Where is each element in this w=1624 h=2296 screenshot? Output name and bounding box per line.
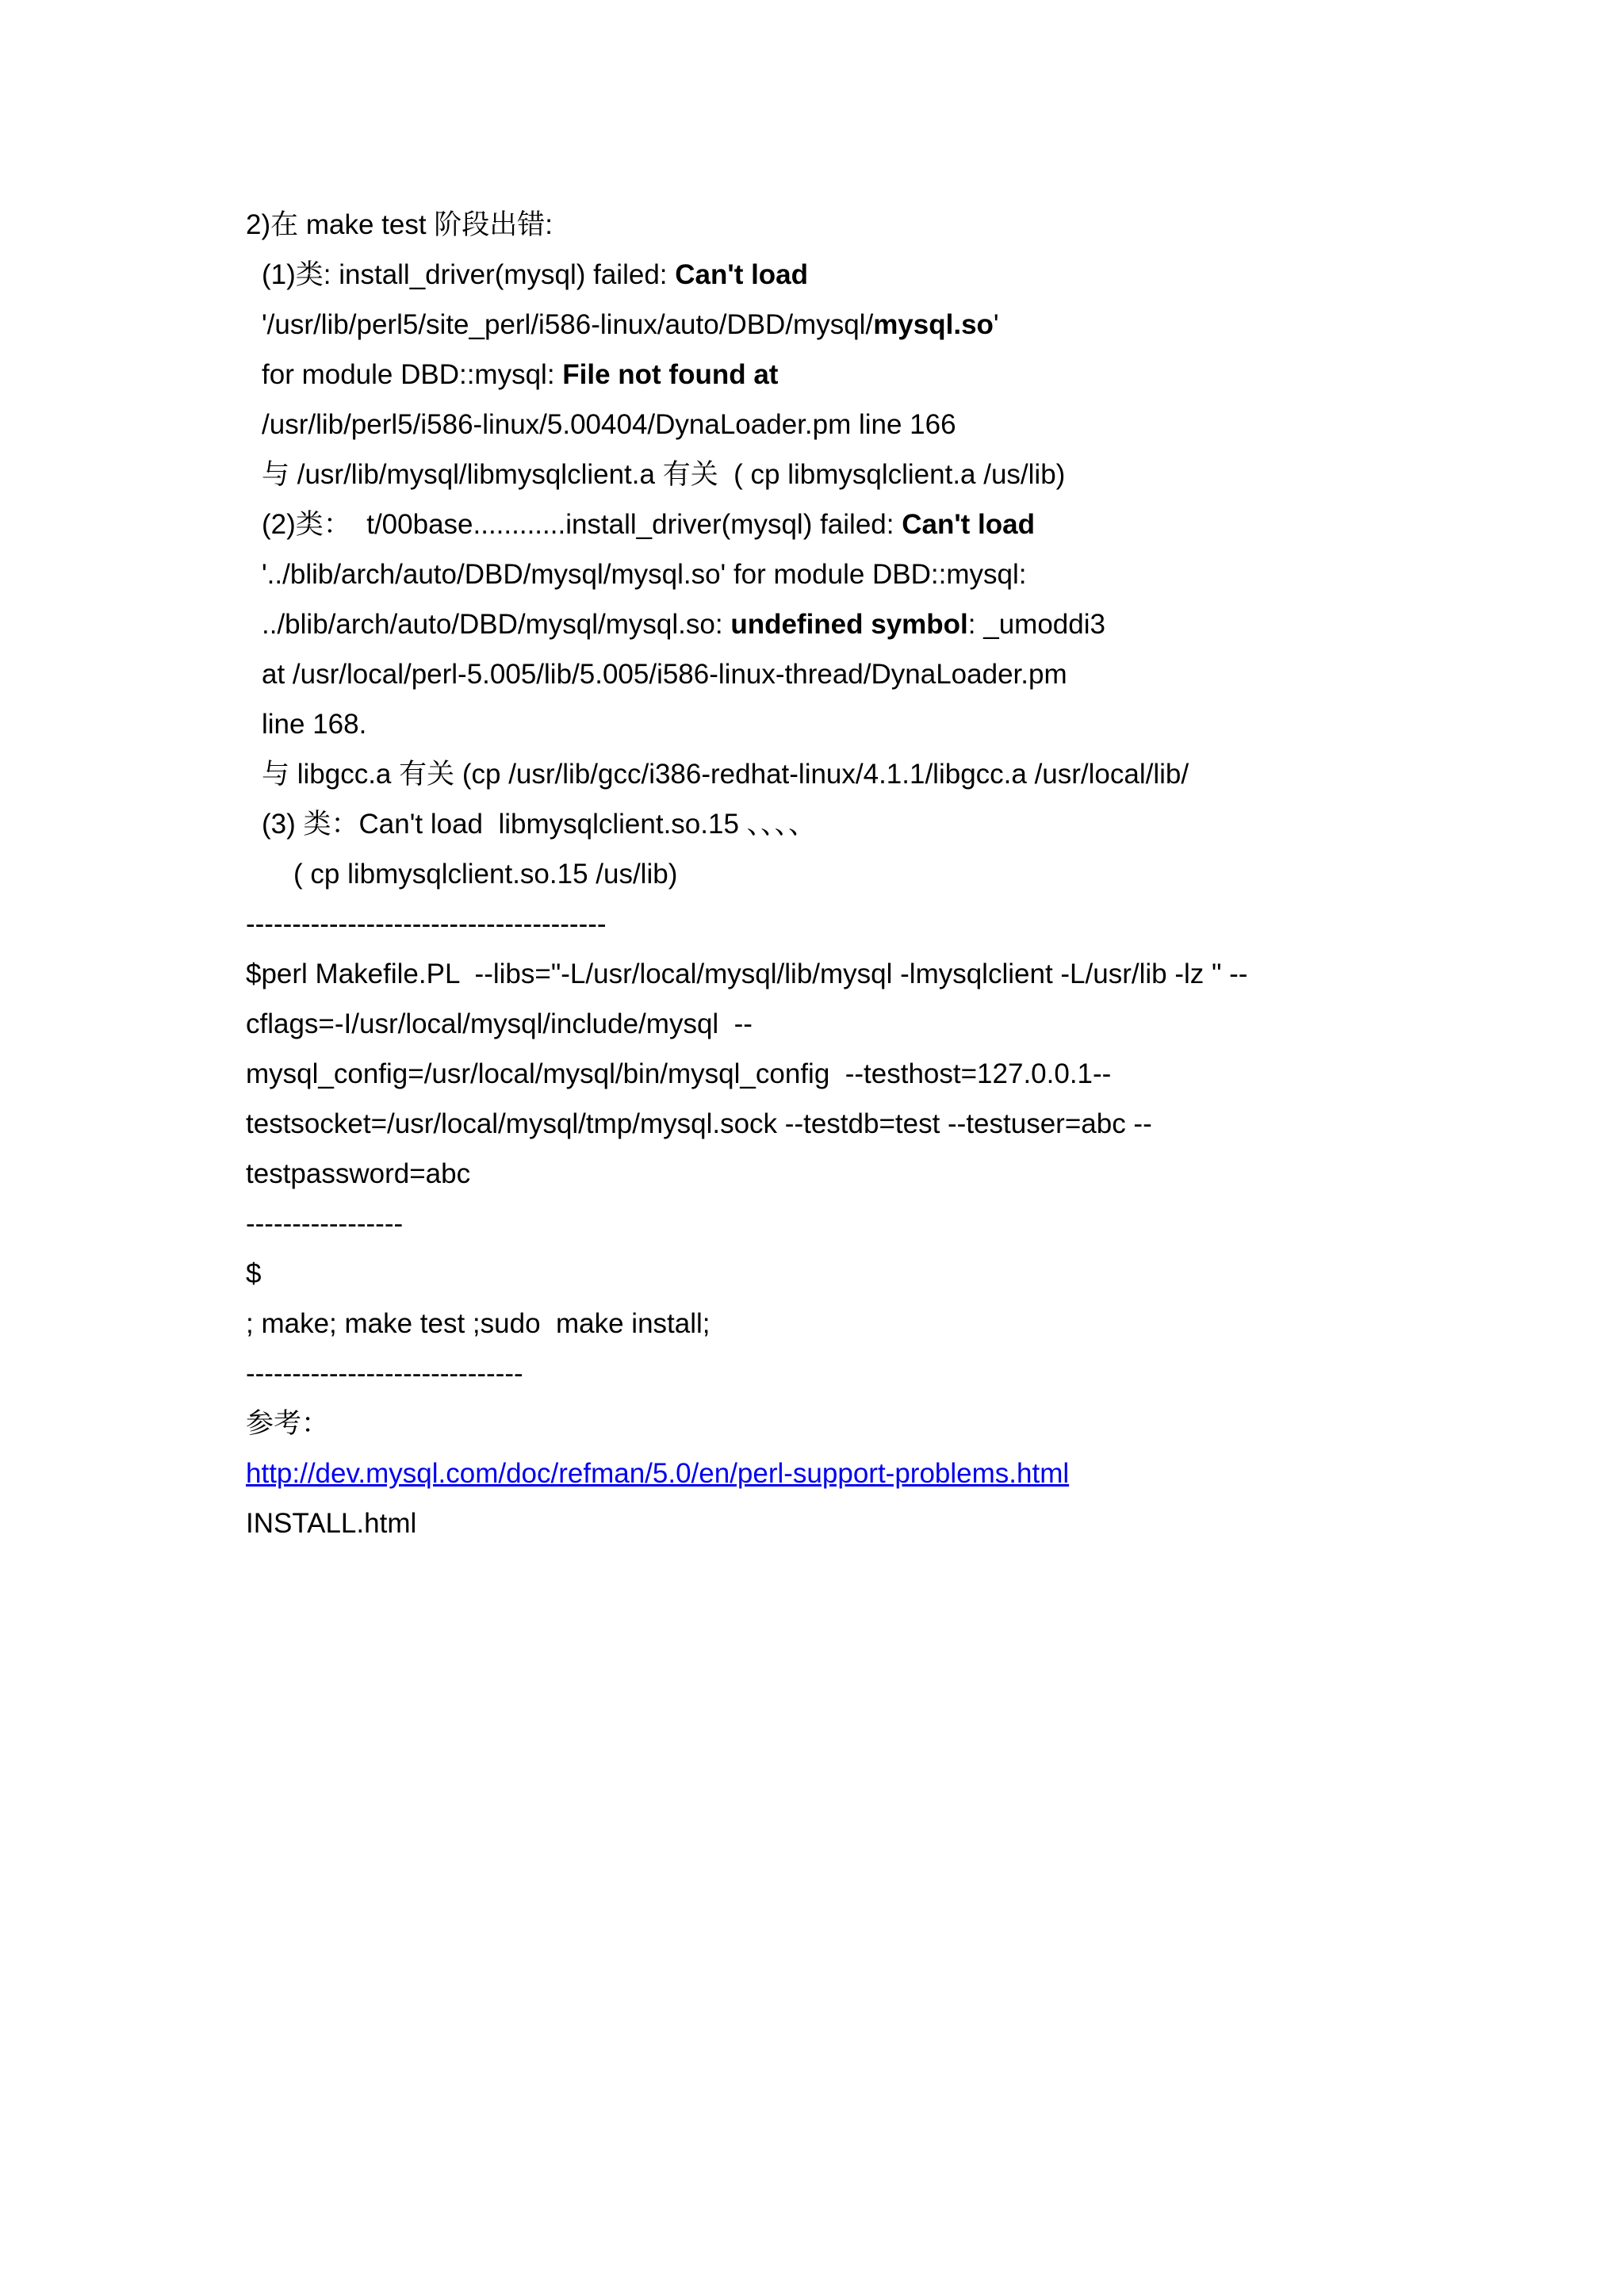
line-text: ' bbox=[993, 309, 999, 340]
bold-text: Can't load bbox=[902, 509, 1035, 540]
line-text: '/usr/lib/perl5/site_perl/i586-linux/auto/DBD/mysql/ bbox=[262, 309, 874, 340]
line-error-type-1-fix bbox=[246, 450, 1380, 499]
line-text: ( cp libmysqlclient.so.15 /us/lib) bbox=[293, 859, 678, 890]
line-make-commands bbox=[246, 1299, 1380, 1349]
line-error-type-1-path bbox=[246, 300, 1380, 350]
line-references-heading bbox=[246, 1399, 1380, 1448]
line-text: ../blib/arch/auto/DBD/mysql/mysql.so: bbox=[262, 609, 731, 640]
line-text: 参考： bbox=[246, 1408, 330, 1439]
line-error-type-1-module bbox=[246, 350, 1380, 400]
line-text: $perl Makefile.PL --libs="-L/usr/local/mysql/lib/mysql -lmysqlclient -L/usr/lib -lz " -- bbox=[246, 959, 1248, 989]
line-error-type-1-dynaloader bbox=[246, 400, 1380, 450]
line-text: INSTALL.html bbox=[246, 1508, 417, 1539]
line-text: (2)类： t/00base............install_driver(mysql) failed: bbox=[262, 509, 902, 540]
line-text: ----------------- bbox=[246, 1208, 404, 1239]
line-error-type-3-fix bbox=[246, 849, 1380, 899]
bold-text: undefined symbol bbox=[730, 609, 968, 640]
line-error-type-2-fix bbox=[246, 749, 1380, 799]
line-error-type-2-dynaloader bbox=[246, 649, 1380, 699]
line-testpassword bbox=[246, 1149, 1380, 1199]
line-text: (3) 类：Can't load libmysqlclient.so.15 、、、、 bbox=[262, 809, 817, 840]
line-text: $ bbox=[246, 1258, 262, 1289]
document-body bbox=[246, 200, 1380, 1548]
line-error-type-2 bbox=[246, 499, 1380, 549]
line-error-type-2-module bbox=[246, 549, 1380, 599]
line-cflags bbox=[246, 999, 1380, 1049]
line-error-type-1 bbox=[246, 250, 1380, 300]
line-text: at /usr/local/perl-5.005/lib/5.005/i586-linux-thread/DynaLoader.pm bbox=[262, 659, 1067, 690]
line-testsocket bbox=[246, 1099, 1380, 1149]
line-text: 2)在 make test 阶段出错: bbox=[246, 209, 553, 240]
line-text: /usr/lib/perl5/i586-linux/5.00404/DynaLoader.pm line 166 bbox=[262, 409, 956, 440]
line-text: (1)类: install_driver(mysql) failed: bbox=[262, 259, 676, 290]
line-text: ; make; make test ;sudo make install; bbox=[246, 1308, 710, 1339]
line-error-type-2-line bbox=[246, 699, 1380, 749]
bold-text: mysql.so bbox=[873, 309, 994, 340]
line-text: line 168. bbox=[262, 709, 367, 740]
line-text: 与 libgcc.a 有关 (cp /usr/lib/gcc/i386-redhat-linux/4.1.1/libgcc.a /usr/local/lib/ bbox=[262, 759, 1189, 790]
divider-line-1 bbox=[246, 899, 1380, 949]
line-text: '../blib/arch/auto/DBD/mysql/mysql.so' for module DBD::mysql: bbox=[262, 559, 1027, 590]
reference-link[interactable]: http://dev.mysql.com/doc/refman/5.0/en/perl-support-problems.html bbox=[246, 1458, 1070, 1489]
bold-text: File not found at bbox=[562, 359, 779, 390]
divider-line-2 bbox=[246, 1199, 1380, 1249]
line-text: : _umoddi3 bbox=[967, 609, 1105, 640]
line-mysql-config bbox=[246, 1049, 1380, 1099]
bold-text: Can't load bbox=[675, 259, 809, 290]
line-text: testsocket=/usr/local/mysql/tmp/mysql.sock --testdb=test --testuser=abc -- bbox=[246, 1108, 1152, 1139]
line-text: ------------------------------ bbox=[246, 1358, 523, 1389]
line-error-type-3 bbox=[246, 799, 1380, 849]
line-text: testpassword=abc bbox=[246, 1158, 471, 1189]
line-text: mysql_config=/usr/local/mysql/bin/mysql_config --testhost=127.0.0.1-- bbox=[246, 1058, 1112, 1089]
line-text: cflags=-I/usr/local/mysql/include/mysql -- bbox=[246, 1008, 753, 1039]
line-heading-make-test-errors bbox=[246, 200, 1380, 250]
line-install-html bbox=[246, 1498, 1380, 1548]
line-text: for module DBD::mysql: bbox=[262, 359, 563, 390]
line-reference-link bbox=[246, 1448, 1380, 1498]
line-text: 与 /usr/lib/mysql/libmysqlclient.a 有关 ( cp libmysqlclient.a /us/lib) bbox=[262, 459, 1066, 490]
line-prompt bbox=[246, 1249, 1380, 1299]
line-error-type-2-symbol bbox=[246, 599, 1380, 649]
divider-line-3 bbox=[246, 1349, 1380, 1399]
line-perl-makefile-command bbox=[246, 949, 1380, 999]
line-text: --------------------------------------- bbox=[246, 909, 607, 939]
